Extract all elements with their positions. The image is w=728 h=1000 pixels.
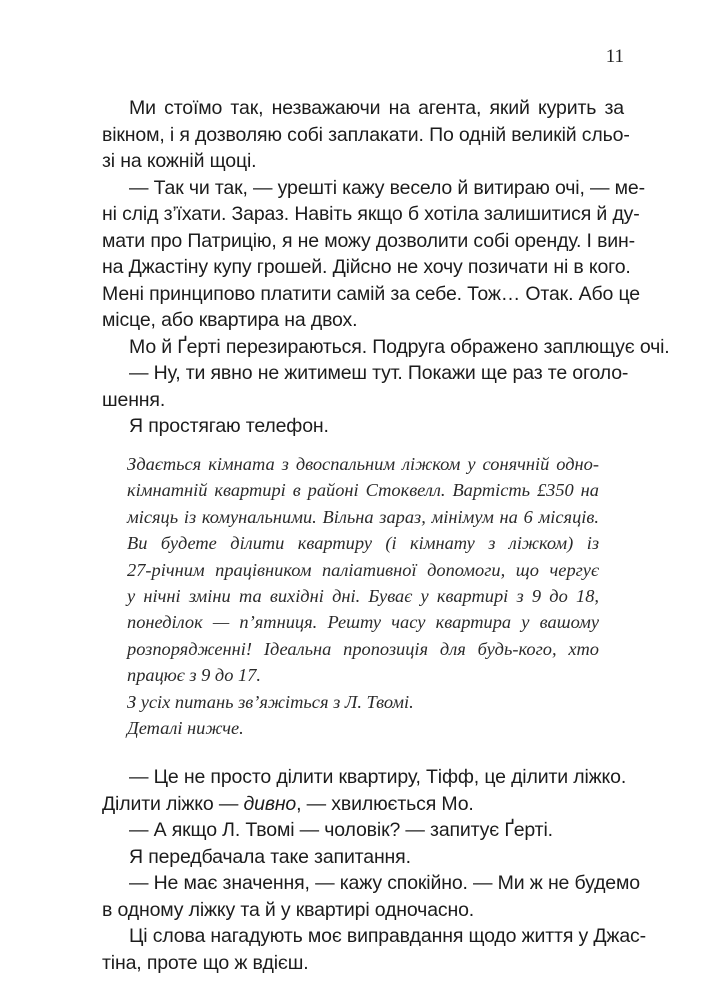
text-line: шення. (102, 388, 166, 411)
text-segment: Ділити ліжко — (102, 792, 244, 815)
ad-line: Ви будете ділити квартиру (і кімнату з ліжком) із (127, 533, 599, 554)
ad-line: працює з 9 до 17. (127, 665, 262, 686)
ad-line: Здається кімната з двоспальним ліжком у сонячній одно- (127, 454, 599, 474)
text-line (102, 791, 624, 818)
text-line: Мені принципово платити самій за себе. Тож… Отак. Або це (102, 282, 640, 305)
text-line: — Так чи так, — урешті кажу весело й витираю очі, — ме- (129, 176, 645, 199)
page-number: 11 (605, 46, 624, 67)
text-line: тіна, проте що ж вдієш. (102, 951, 309, 974)
text-line: Мо й Ґерті перезираються. Подруга ображено заплющує очі. (129, 335, 670, 358)
bottom-paragraphs (102, 764, 646, 976)
ad-line: понеділок — п’ятниця. Решту часу квартира у вашому (127, 612, 599, 633)
ad-line: у нічні зміни та вихідні дні. Буває у квартирі з 9 до 18, (127, 585, 599, 606)
text-line: в одному ліжку та й у квартирі одночасно. (102, 898, 475, 921)
text-line: — А якщо Л. Твомі — чоловік? — запитує Ґерті. (129, 819, 553, 841)
rental-ad-quote (127, 451, 599, 741)
ad-line: кімнатній квартирі в районі Стоквелл. Вартість £350 на (127, 480, 599, 501)
text-line: зі на кожній щоці. (102, 150, 257, 172)
ad-line: розпорядженні! Ідеальна пропозиція для будь-кого, хто (127, 638, 599, 659)
text-line: Ми стоїмо так, незважаючи на агента, який курить за (129, 97, 624, 119)
emphasis-text: дивно (243, 792, 297, 815)
ad-line: З усіх питань зв’яжіться з Л. Твомі. (127, 691, 414, 712)
text-line: Ці слова нагадують моє виправдання щодо життя у Джас- (129, 925, 646, 947)
text-line: Я простягаю телефон. (129, 415, 329, 437)
text-line: мати про Патрицію, я не можу дозволити собі оренду. І вин- (102, 229, 635, 252)
ad-line: 27-річним працівником паліативної допомоги, що чергує (127, 559, 599, 580)
text-line: Я передбачала таке запитання. (129, 845, 411, 868)
ad-line: Деталі нижче. (127, 717, 244, 738)
top-paragraphs (102, 95, 670, 440)
text-line: місце, або квартира на двох. (102, 309, 358, 331)
ad-line: місяць із комунальними. Вільна зараз, мінімум на 6 місяців. (127, 506, 599, 527)
text-line: ні слід з’їхати. Зараз. Навіть якщо б хотіла залишитися й ду- (102, 203, 640, 225)
text-line: — Це не просто ділити квартиру, Тіфф, це ділити ліжко. (129, 766, 627, 788)
text-line: — Ну, ти явно не житимеш тут. Покажи ще раз те оголо- (129, 362, 629, 384)
text-line: на Джастіну купу грошей. Дійсно не хочу позичати ні в кого. (102, 256, 631, 278)
text-segment: , — хвилюється Мо. (296, 792, 474, 815)
text-line: вікном, і я дозволяю собі заплакати. По одній великій сльо- (102, 123, 630, 146)
text-line: — Не має значення, — кажу спокійно. — Ми ж не будемо (129, 872, 640, 894)
